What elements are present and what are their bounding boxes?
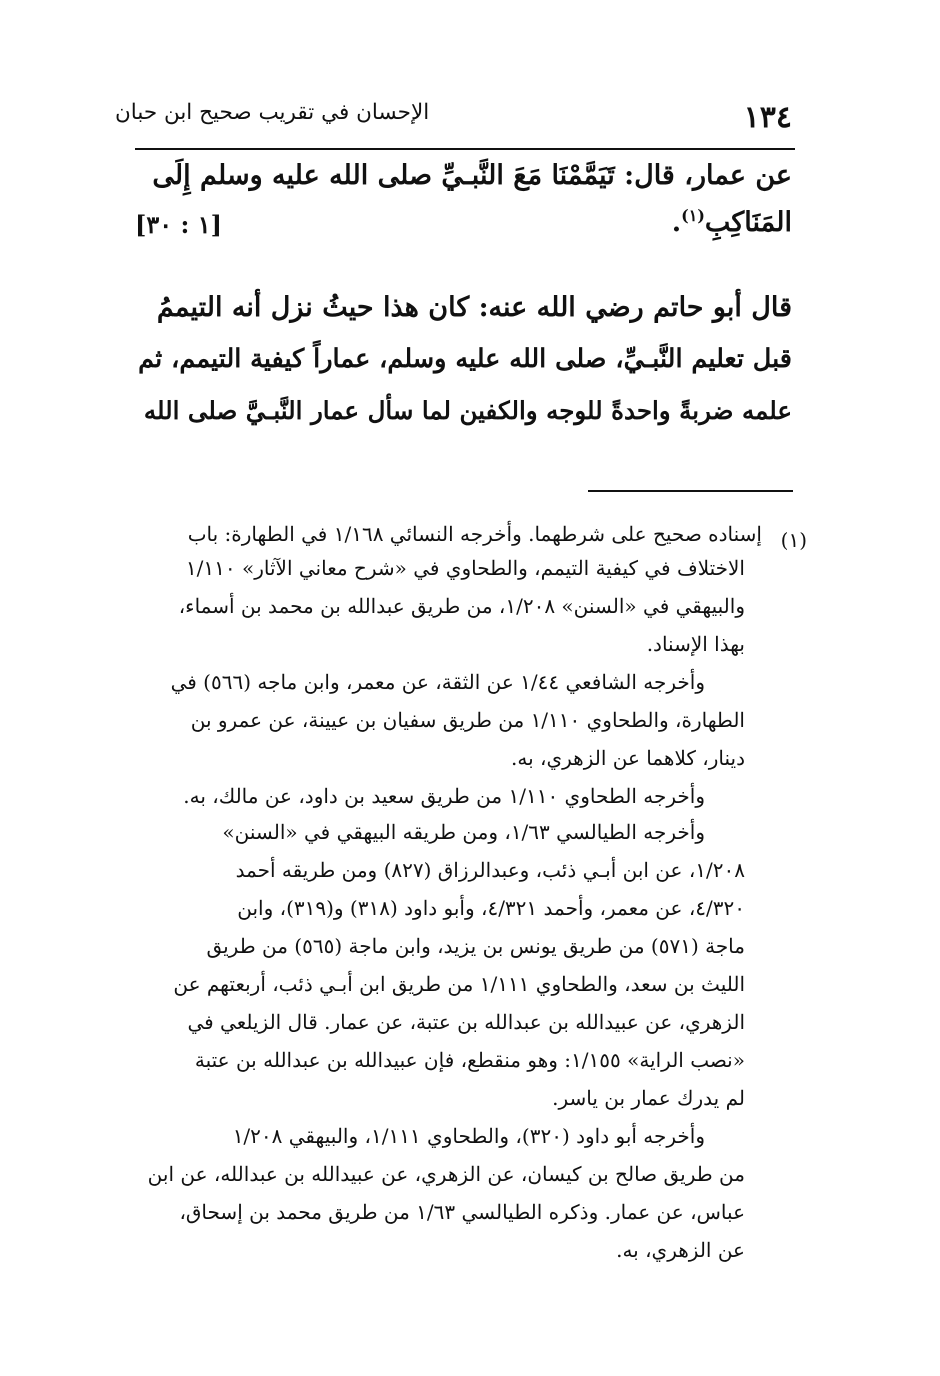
- footnote-line: «نصب الراية» ١/١٥٥: وهو منقطع، فإن عبيدالله بن عبدالله بن عتبة: [194, 1048, 745, 1072]
- hadith-end-dot: .: [671, 207, 682, 238]
- footnote-line: الليث بن سعد، والطحاوي ١/١١١ من طريق ابن أبـي ذئب، أربعتهم عن: [173, 972, 745, 996]
- footnote-line: من طريق صالح بن كيسان، عن الزهري، عن عبيدالله بن عبدالله، عن ابن: [147, 1162, 745, 1186]
- hadith-line-2-text: المَنَاكِبِ: [704, 207, 792, 238]
- footnote-line: ١/٢٠٨، عن ابن أبـي ذئب، وعبدالرزاق (٨٢٧) ومن طريقه أحمد: [235, 858, 745, 882]
- hadith-reference: [١ : ٣٠]: [135, 210, 222, 239]
- footnote-line: وأخرجه الطحاوي ١/١١٠ من طريق سعيد بن داود، عن مالك، به.: [183, 784, 705, 808]
- header-divider: [135, 148, 795, 150]
- footnote-line: والبيهقي في «السنن» ١/٢٠٨، من طريق عبدالله بن محمد بن أسماء،: [178, 594, 745, 618]
- commentary-line-1: قال أبو حاتم رضي الله عنه: كان هذا حيثُ نزل أنه التيممُ: [156, 292, 792, 323]
- commentary-line-2: قبل تعليم النَّبـيِّ، صلى الله عليه وسلم، عماراً كيفية التيمم، ثم: [138, 344, 792, 374]
- footnote-line: إسناده صحيح على شرطهما. وأخرجه النسائي ١/١٦٨ في الطهارة: باب: [187, 522, 762, 546]
- footnote-line: دينار، كلاهما عن الزهري، به.: [511, 746, 745, 770]
- footnote-number: (١): [780, 528, 807, 552]
- footnote-line: بهذا الإسناد.: [646, 632, 745, 656]
- hadith-line-1: عن عمار، قال: تَيَمَّمْنَا مَعَ النَّبـيِّ صلى الله عليه وسلم إِلَى: [152, 160, 792, 191]
- footnote-line: وأخرجه أبو داود (٣٢٠)، والطحاوي ١/١١١، والبيهقي ١/٢٠٨: [232, 1124, 705, 1148]
- page-number: ١٣٤: [743, 100, 792, 135]
- commentary-line-3: علمه ضربةً واحدةً للوجه والكفين لما سأل عمار النَّبـيَّ صلى الله: [143, 396, 792, 425]
- footnote-line: الاختلاف في كيفية التيمم، والطحاوي في «شرح معاني الآثار» ١/١١٠: [185, 556, 745, 580]
- footnote-line: عن الزهري، به.: [616, 1238, 745, 1262]
- footnote-line: وأخرجه الطيالسي ١/٦٣، ومن طريقه البيهقي في «السنن»: [222, 820, 705, 844]
- footnote-marker: (١): [681, 206, 705, 225]
- running-header-title: الإحسان في تقريب صحيح ابن حبان: [115, 100, 430, 125]
- footnote-divider: [588, 490, 793, 492]
- footnote-line: ماجة (٥٧١) من طريق يونس بن يزيد، وابن ماجة (٥٦٥) من طريق: [206, 934, 745, 958]
- footnote-line: عباس، عن عمار. وذكره الطيالسي ١/٦٣ من طريق محمد بن إسحاق،: [179, 1200, 745, 1224]
- footnote-line: الزهري، عن عبيدالله بن عبدالله بن عتبة، عن عمار. قال الزيلعي في: [187, 1010, 745, 1034]
- hadith-line-2: [672, 206, 792, 238]
- footnote-line: لم يدرك عمار بن ياسر.: [552, 1086, 745, 1110]
- footnote-line: وأخرجه الشافعي ١/٤٤ عن الثقة، عن معمر، وابن ماجه (٥٦٦) في: [170, 670, 705, 694]
- footnote-line: ٤/٣٢٠، عن معمر، وأحمد ٤/٣٢١، وأبو داود (٣١٨) و(٣١٩)، وابن: [237, 896, 745, 920]
- footnote-line: الطهارة، والطحاوي ١/١١٠ من طريق سفيان بن عيينة، عن عمرو بن: [190, 708, 745, 732]
